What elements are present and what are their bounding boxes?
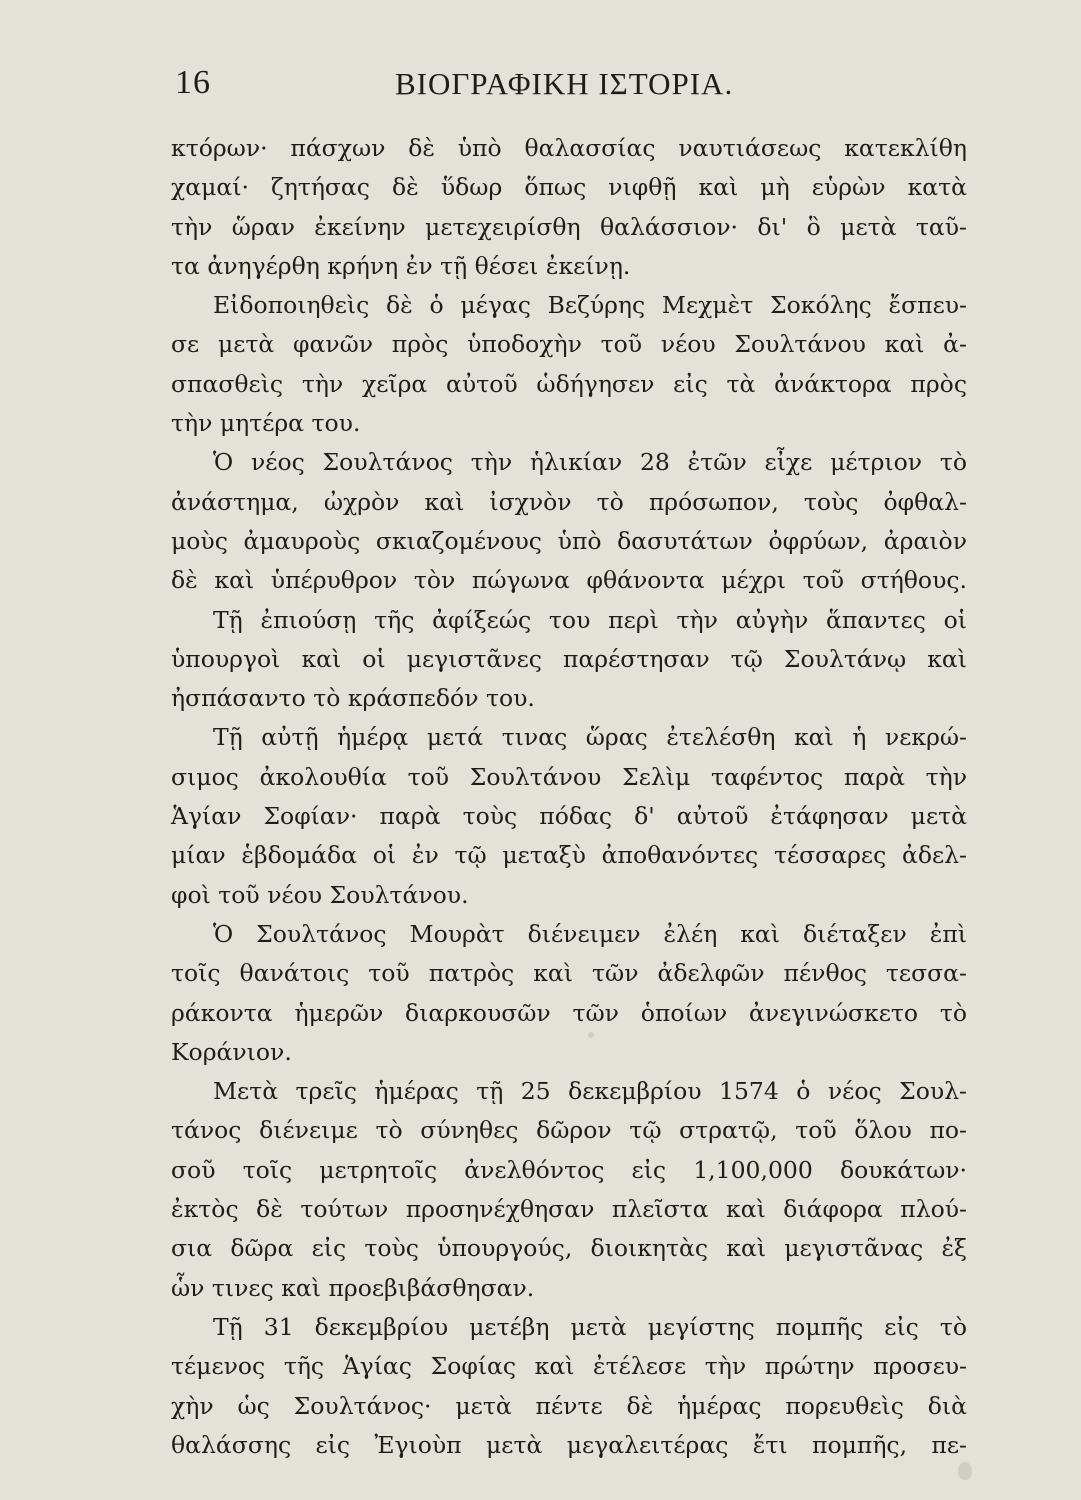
text-line: χὴν ὡς Σουλτάνος· μετὰ πέντε δὲ ἡμέρας πορευθεὶς διὰ [171,1391,967,1420]
paragraph-first-line: Μετὰ τρεῖς ἡμέρας τῇ 25 δεκεμβρίου 1574 ὁ νέος Σουλ- [213,1077,967,1106]
text-line: φοὶ τοῦ νέου Σουλτάνου. [171,880,469,909]
text-line: σιμος ἀκολουθία τοῦ Σουλτάνου Σελὶμ ταφέντος παρὰ τὴν [171,762,967,791]
paragraph-first-line: Τῇ αὐτῇ ἡμέρᾳ μετά τινας ὥρας ἐτελέσθη καὶ ἡ νεκρώ- [213,723,967,752]
text-line: τέμενος τῆς Ἁγίας Σοφίας καὶ ἐτέλεσε τὴν πρώτην προσευ- [171,1352,967,1381]
text-line: κτόρων· πάσχων δὲ ὑπὸ θαλασσίας ναυτιάσεως κατεκλίθη [171,134,967,162]
text-line: χαμαί· ζητήσας δὲ ὕδωρ ὅπως νιφθῇ καὶ μὴ εὑρὼν κατὰ [171,173,967,202]
text-line: ὧν τινες καὶ προεβιβάσθησαν. [171,1273,535,1302]
text-line: δὲ καὶ ὑπέρυθρον τὸν πώγωνα φθάνοντα μέχρι τοῦ στήθους. [171,566,967,595]
page-number: 16 [175,64,211,101]
text-line: ὑπουργοὶ καὶ οἱ μεγιστᾶνες παρέστησαν τῷ Σουλτάνῳ καὶ [171,644,967,673]
paragraph-first-line: Εἰδοποιηθεὶς δὲ ὁ μέγας Βεζύρης Μεχμὲτ Σοκόλης ἔσπευ- [213,291,967,320]
paper-stain [588,1032,594,1038]
text-line: ράκοντα ἡμερῶν διαρκουσῶν τῶν ὁποίων ἀνεγινώσκετο τὸ [171,998,967,1027]
body-text [171,129,967,1465]
text-line: σπασθεὶς τὴν χεῖρα αὐτοῦ ὡδήγησεν εἰς τὰ ἀνάκτορα πρὸς [171,369,967,398]
paper-stain [958,1462,972,1480]
text-line: μοὺς ἀμαυροὺς σκιαζομένους ὑπὸ δασυτάτων ὀφρύων, ἀραιὸν [171,526,967,555]
text-line: ἐκτὸς δὲ τούτων προσηνέχθησαν πλεῖστα καὶ διάφορα πλού- [171,1195,967,1224]
page-header [165,64,975,112]
paragraph-first-line: Ὁ Σουλτάνος Μουρὰτ διένειμεν ἐλέη καὶ διέταξεν ἐπὶ [213,919,967,948]
text-line: ἀνάστημα, ὠχρὸν καὶ ἰσχνὸν τὸ πρόσωπον, τοὺς ὀφθαλ- [171,487,967,516]
text-line: σια δῶρα εἰς τοὺς ὑπουργούς, διοικητὰς καὶ μεγιστᾶνας ἐξ [171,1234,967,1263]
text-line: τα ἀνηγέρθη κρήνη ἐν τῇ θέσει ἐκείνῃ. [171,251,631,280]
text-line: τοῖς θανάτοις τοῦ πατρὸς καὶ τῶν ἀδελφῶν πένθος τεσσα- [171,959,967,988]
running-title: ΒΙΟΓΡΑΦΙΚΗ ΙΣΤΟΡΙΑ. [395,66,734,101]
paragraph-first-line: Ὁ νέος Σουλτάνος τὴν ἡλικίαν 28 ἐτῶν εἶχε μέτριον τὸ [213,448,967,477]
text-line: σε μετὰ φανῶν πρὸς ὑποδοχὴν τοῦ νέου Σουλτάνου καὶ ἀ- [171,330,967,359]
text-line: τὴν μητέρα του. [171,409,361,438]
paragraph-first-line: Τῇ ἐπιούσῃ τῆς ἀφίξεώς του περὶ τὴν αὐγὴν ἅπαντες οἱ [213,605,967,634]
paragraph-first-line: Τῇ 31 δεκεμβρίου μετέβη μετὰ μεγίστης πομπῆς εἰς τὸ [213,1312,967,1341]
text-line: σοῦ τοῖς μετρητοῖς ἀνελθόντος εἰς 1,100,000 δουκάτων· [171,1155,967,1184]
text-line: τάνος διένειμε τὸ σύνηθες δῶρον τῷ στρατῷ, τοῦ ὅλου πο- [171,1116,967,1145]
text-line: μίαν ἑβδομάδα οἱ ἐν τῷ μεταξὺ ἀποθανόντες τέσσαρες ἀδελ- [171,841,967,870]
text-line: Κοράνιον. [171,1037,292,1066]
text-line: ἠσπάσαντο τὸ κράσπεδόν του. [171,684,535,713]
text-line: θαλάσσης εἰς Ἐγιοὺπ μετὰ μεγαλειτέρας ἔτι πομπῆς, πε- [171,1430,967,1459]
text-line: Ἁγίαν Σοφίαν· παρὰ τοὺς πόδας δ' αὐτοῦ ἐτάφησαν μετὰ [171,802,967,831]
text-line: τὴν ὥραν ἐκείνην μετεχειρίσθη θαλάσσιον· δι' ὃ μετὰ ταῦ- [171,212,967,241]
